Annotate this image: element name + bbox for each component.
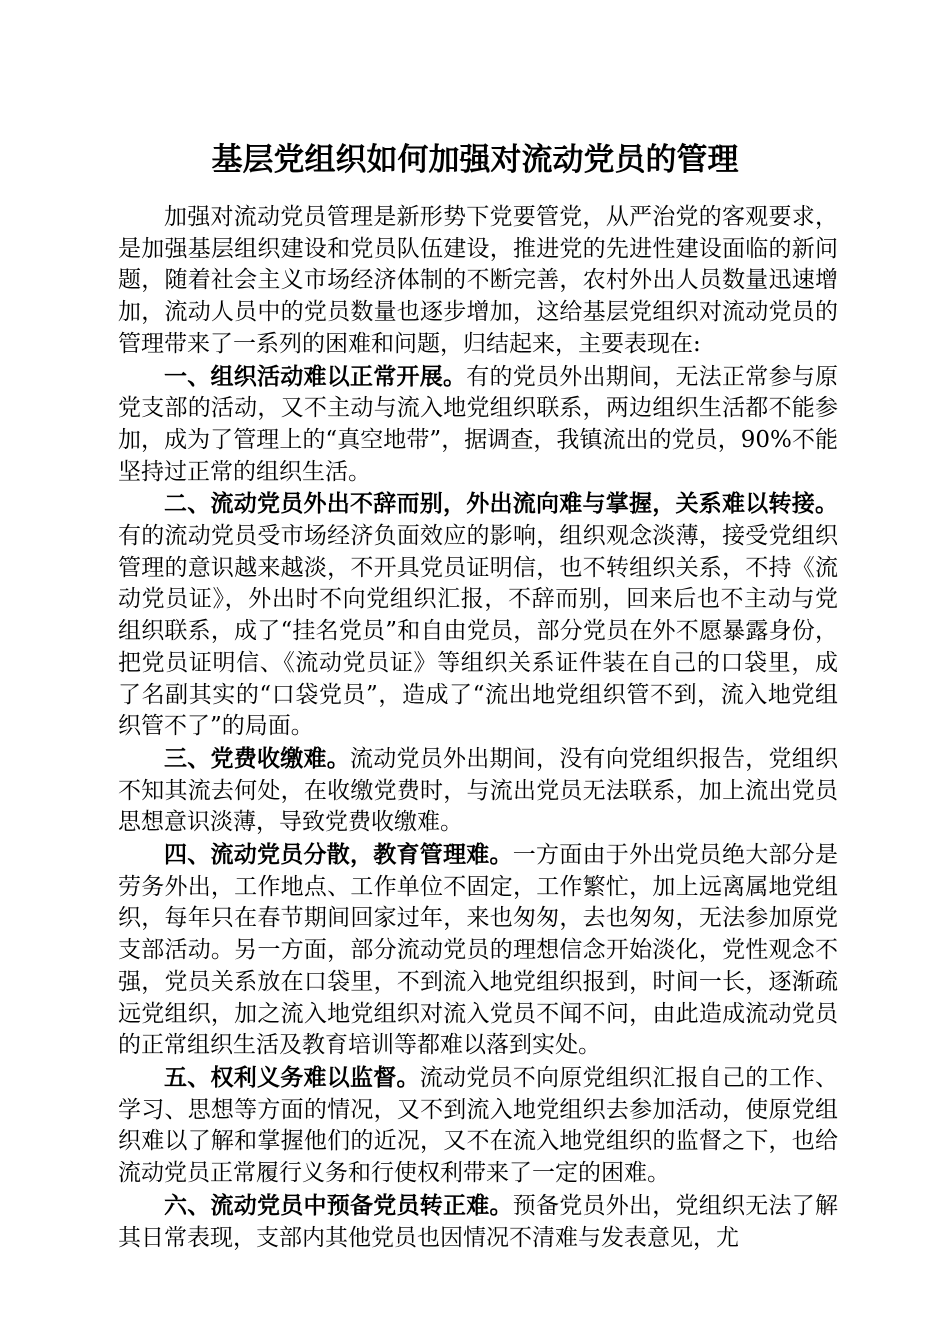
- section-paragraph-3: [118, 743, 838, 839]
- section-text-4: 一方面由于外出党员绝大部分是劳务外出，工作地点、工作单位不固定，工作繁忙，加上远离属地党组织，每年只在春节期间回家过年，来也匆匆，去也匆匆，无法参加原党支部活动。另一方面，部分流动党员的理想信念开始淡化，党性观念不强，党员关系放在口袋里，不到流入地党组织报到，时间一长，逐渐疏远党组织，加之流入地党组织对流入党员不闻不问，由此造成流动党员的正常组织生活及教育培训等都难以落到实处。: [118, 842, 838, 1059]
- section-heading-1: 一、组织活动难以正常开展。: [164, 362, 467, 390]
- section-paragraph-4: [118, 839, 838, 1062]
- section-paragraph-1: [118, 361, 838, 489]
- section-text-5: 流动党员不向原党组织汇报自己的工作、学习、思想等方面的情况，又不到流入地党组织去参加活动，使原党组织难以了解和掌握他们的近况，又不在流入地党组织的监督之下，也给流动党员正常履行义务和行使权利带来了一定的困难。: [118, 1064, 838, 1187]
- section-heading-6: 六、流动党员中预备党员转正难。: [164, 1191, 513, 1219]
- section-text-6: 预备党员外出，党组织无法了解其日常表现，支部内其他党员也因情况不清难与发表意见，尤: [118, 1192, 838, 1251]
- section-paragraph-2: [118, 488, 838, 743]
- section-text-2: 有的流动党员受市场经济负面效应的影响，组织观念淡薄，接受党组织管理的意识越来越淡，不开具党员证明信，也不转组织关系，不持《流动党员证》，外出时不向党组织汇报，不辞而别，回来后也不主动与党组织联系，成了“挂名党员”和自由党员，部分党员在外不愿暴露身份，把党员证明信、《流动党员证》等组织关系证件装在自己的口袋里，成了名副其实的“口袋党员”，造成了“流出地党组织管不到，流入地党组织管不了”的局面。: [118, 523, 838, 740]
- section-heading-3: 三、党费收缴难。: [164, 744, 350, 772]
- section-text-3: 流动党员外出期间，没有向党组织报告，党组织不知其流去何处，在收缴党费时，与流出党员无法联系，加上流出党员思想意识淡薄，导致党费收缴难。: [118, 745, 838, 836]
- document-title: 基层党组织如何加强对流动党员的管理: [211, 142, 739, 178]
- document-body: [118, 202, 838, 1254]
- section-paragraph-5: [118, 1062, 838, 1190]
- section-text-1: 有的党员外出期间，无法正常参与原党支部的活动，又不主动与流入地党组织联系，两边组织生活都不能参加，成为了管理上的“真空地带”，据调查，我镇流出的党员，90%不能坚持过正常的组织生活。: [118, 363, 838, 485]
- section-paragraph-6: [118, 1190, 838, 1254]
- intro-paragraph: 加强对流动党员管理是新形势下党要管党，从严治党的客观要求，是加强基层组织建设和党员队伍建设，推进党的先进性建设面临的新问题，随着社会主义市场经济体制的不断完善，农村外出人员数量迅速增加，流动人员中的党员数量也逐步增加，这给基层党组织对流动党员的管理带来了一系列的困难和问题，归结起来，主要表现在:: [118, 204, 838, 357]
- section-heading-5: 五、权利义务难以监督。: [164, 1063, 420, 1091]
- section-heading-2: 二、流动党员外出不辞而别，外出流向难与掌握，关系难以转接。: [164, 490, 838, 518]
- section-heading-4: 四、流动党员分散，教育管理难。: [164, 841, 513, 869]
